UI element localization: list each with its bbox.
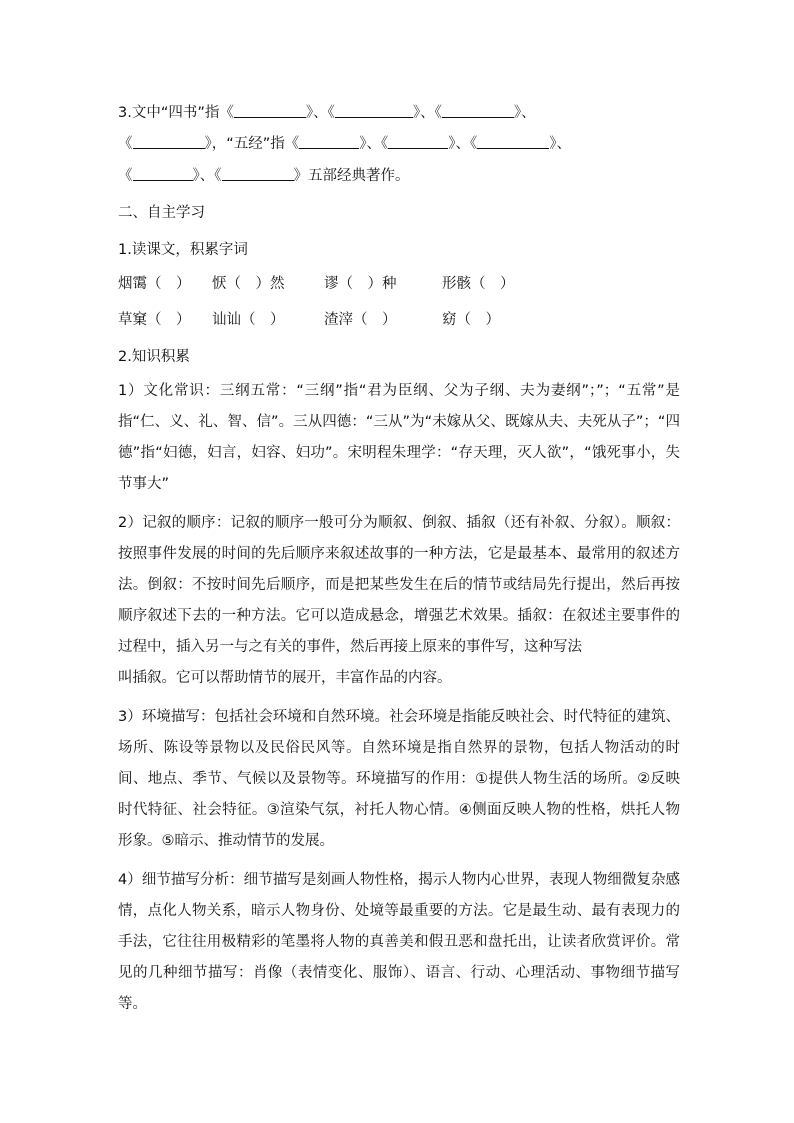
paragraph-environment: 3）环境描写：包括社会环境和自然环境。社会环境是指能反映社会、时代特征的建筑、场所、陈设等景物以及民俗民风等。自然环境是指自然界的景物，包括人物活动的时间、地点、季节、气候以及景物等。环境描写的作用：①提供人物生活的场所。②反映时代特征、社会特征。③渲染气氛，衬托人物心情。④侧面反映人物的性格，烘托人物形象。⑤暗示、推动情节的发展。 [118, 709, 680, 849]
q3-text: 》、 [513, 105, 536, 121]
subsection-heading: 1.读课文，积累字词 [118, 242, 248, 258]
vocab-item: 草窠（ ） [118, 312, 191, 328]
vocab-item: 窈（ ） [442, 312, 500, 328]
q3-text: 》、《 [192, 168, 222, 184]
paragraph-detail: 4）细节描写分析：细节描写是刻画人物性格，揭示人物内心世界，表现人物细微复杂感情，点化人物关系，暗示人物身份、处境等最重要的方法。它是最生动、最有表现力的手法，它往往用极精彩的笔墨将人物的真善美和假丑恶和盘托出，让读者欣赏评价。常见的几种细节描写：肖像（表情变化、服饰）、语言、行动、心理活动、事物细节描写等。 [118, 872, 680, 1012]
q3-text: 》，“五经”指《 [204, 136, 300, 152]
q3-text: 《 [118, 136, 133, 152]
blank-line[interactable] [234, 103, 306, 118]
q3-line-3 [118, 166, 410, 186]
blank-line[interactable] [299, 134, 359, 149]
paragraph-culture: 1）文化常识：三纲五常：“三纲”指“君为臣纲、父为子纲、夫为妻纲”；”；“五常”是指“仁、义、礼、智、信”。三从四德：“三从”为“未嫁从父、既嫁从夫、夫死从子”；“四德”指“妇德，妇言，妇容、妇功”。宋明程朱理学：“存天理，灭人欲”，“饿死事小，失节事大” [118, 383, 680, 492]
q3-text: 》、《 [305, 105, 335, 121]
vocab-item: 渣滓（ ） [324, 312, 397, 328]
q3-text: 》、《 [448, 136, 478, 152]
section-heading: 二、自主学习 [118, 205, 205, 221]
vocab-item: 形骸（ ） [442, 276, 515, 292]
q3-text: 3.文中“四书”指《 [118, 105, 234, 121]
vocab-row-1 [118, 274, 680, 296]
q3-text: 》、《 [359, 136, 389, 152]
blank-line[interactable] [442, 103, 514, 118]
paragraph-narrative-order: 2）记叙的顺序：记叙的顺序一般可分为顺叙、倒叙、插叙（还有补叙、分叙）。顺叙：按照事件发展的时间的先后顺序来叙述故事的一种方法，它是最基本、最常用的叙述方法。倒叙：不按时间先后顺序，而是把某些发生在后的情节或结局先行提出，然后再按顺序叙述下去的一种方法。它可以造成悬念，增强艺术效果。插叙：在叙述主要事件的过程中，插入另一与之有关的事件，然后再接上原来的事件写，这种写法 [118, 515, 680, 655]
vocab-item: 烟霭（ ） [118, 276, 191, 292]
q3-text: 》五部经典著作。 [293, 168, 410, 184]
blank-line[interactable] [133, 166, 193, 181]
blank-line[interactable] [388, 134, 448, 149]
paragraph-narrative-order-cont: 叫插叙。它可以帮助情节的展开，丰富作品的内容。 [118, 670, 452, 686]
q3-text: 》、《 [412, 105, 442, 121]
q3-line-1 [118, 103, 536, 123]
q3-text: 》、 [549, 136, 572, 152]
q3-text: 《 [118, 168, 133, 184]
q3-line-2 [118, 134, 571, 154]
vocab-item: 恹（ ）然 [212, 276, 285, 292]
blank-line[interactable] [133, 134, 205, 149]
blank-line[interactable] [335, 103, 413, 118]
vocab-row-2 [118, 310, 680, 332]
subsection-heading: 2.知识积累 [118, 349, 190, 365]
blank-line[interactable] [477, 134, 549, 149]
knowledge-block [118, 376, 680, 1020]
vocab-item: 讪讪（ ） [212, 312, 285, 328]
blank-line[interactable] [222, 166, 294, 181]
vocab-item: 谬（ ）种 [324, 276, 397, 292]
